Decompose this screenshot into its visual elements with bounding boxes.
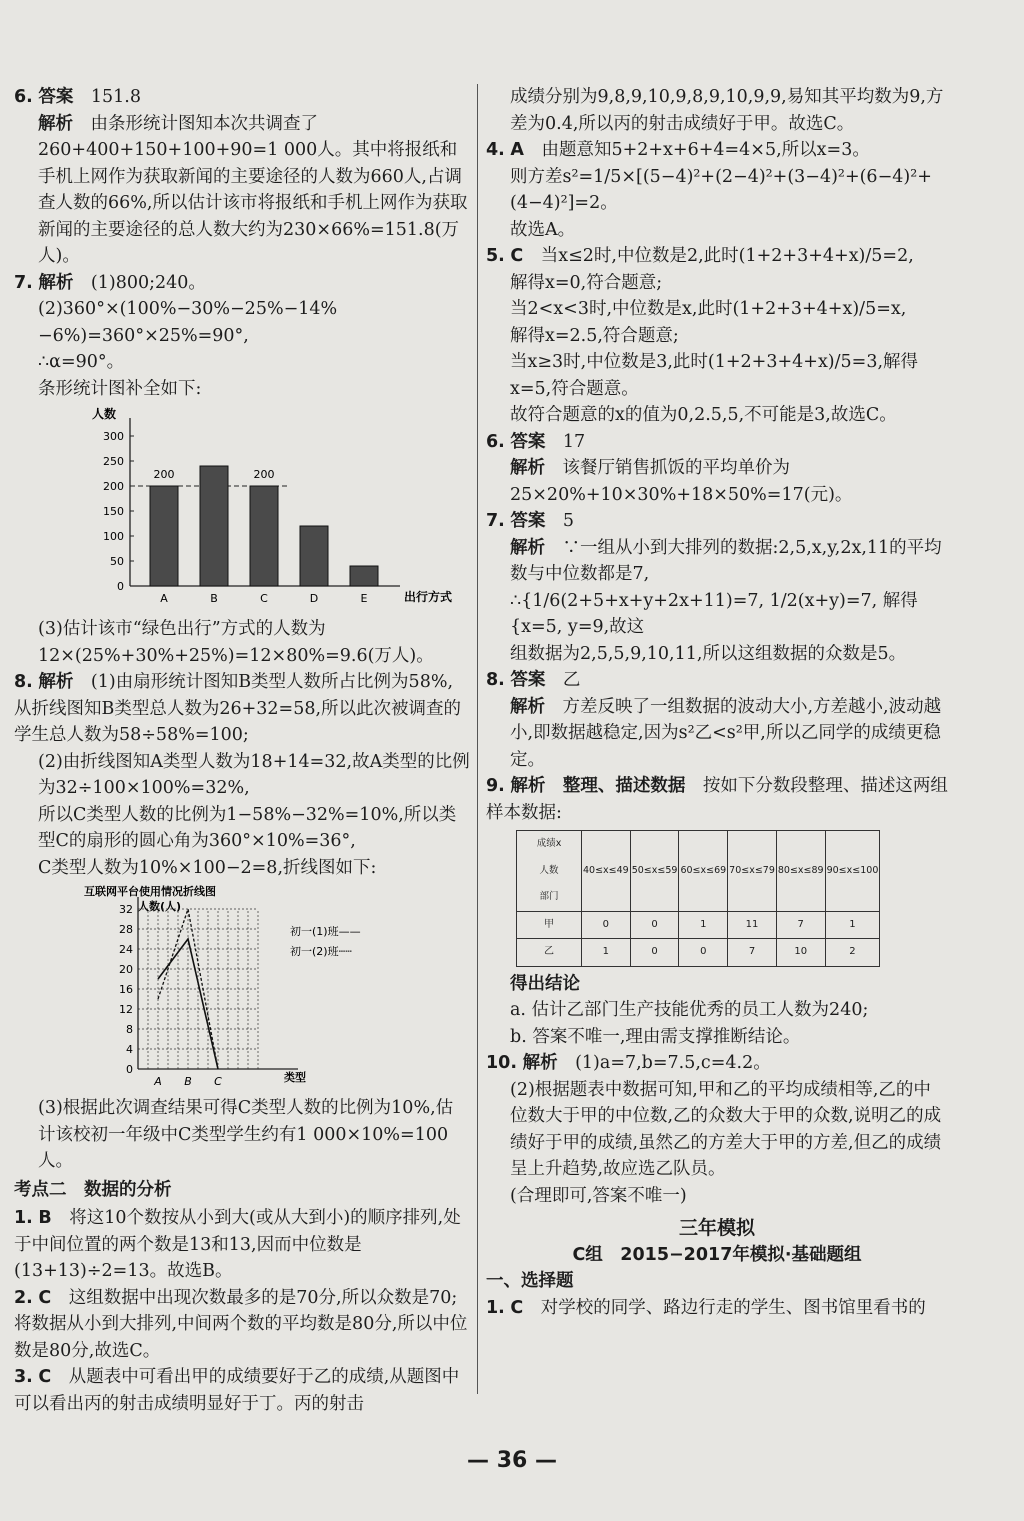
text-line: 故选A。 bbox=[510, 219, 576, 240]
section-heading: 三年模拟 bbox=[678, 1217, 755, 1239]
x-axis-label: 类型 bbox=[284, 1071, 306, 1084]
y-tick-label: 16 bbox=[119, 983, 133, 996]
table-cell: 10 bbox=[776, 939, 825, 967]
row-header: 乙 bbox=[517, 939, 582, 967]
text-line: C类型人数为10%×100−2=8,折线图如下: bbox=[38, 857, 377, 878]
table-cell: 1 bbox=[825, 911, 880, 939]
q-number: 2. bbox=[14, 1287, 33, 1308]
y-tick-label: 100 bbox=[103, 530, 124, 543]
y-tick-label: 50 bbox=[110, 555, 124, 568]
q-number: 4. bbox=[486, 140, 505, 160]
answer-label: 答案 bbox=[510, 511, 546, 531]
table-cell: 7 bbox=[728, 939, 777, 967]
y-axis-label: 人数(人) bbox=[138, 900, 182, 913]
question-1 bbox=[14, 1205, 470, 1285]
column-header: 40≤x≤49 bbox=[582, 831, 631, 912]
bar bbox=[300, 526, 328, 586]
bar bbox=[150, 486, 178, 586]
column-divider bbox=[477, 84, 478, 1394]
score-table bbox=[516, 830, 880, 967]
answer-value: 5 bbox=[562, 511, 575, 531]
y-tick-label: 12 bbox=[119, 1003, 133, 1016]
column-header: 80≤x≤89 bbox=[776, 831, 825, 912]
analysis-label: 解析 bbox=[510, 776, 546, 796]
question-5 bbox=[486, 243, 948, 429]
answer-choice: C bbox=[38, 1367, 52, 1387]
column-header: 90≤x≤100 bbox=[825, 831, 880, 912]
equation-system: ∴{1/6(2+5+x+y+2x+11)=7, 1/2(x+y)=7, 解得{x=5, y=9,故这 bbox=[510, 590, 918, 637]
q-number: 8. bbox=[486, 670, 505, 690]
analysis-label: 解析 bbox=[522, 1053, 558, 1073]
y-tick-label: 150 bbox=[103, 505, 124, 518]
legend-entry: 初一(1)班—— bbox=[290, 925, 361, 938]
analysis-label: 解析 bbox=[510, 458, 545, 478]
left-column bbox=[14, 84, 470, 1417]
y-tick-label: 20 bbox=[119, 963, 133, 976]
text-line: 组数据为2,5,5,9,10,11,所以这组数据的众数是5。 bbox=[510, 643, 907, 664]
table-row bbox=[517, 939, 880, 967]
text-line: (2)360°×(100%−30%−25%−14%−6%)=360°×25%=90°, bbox=[38, 299, 338, 346]
chart-title: 互联网平台使用情况折线图 bbox=[84, 885, 216, 898]
table-cell: 2 bbox=[825, 939, 880, 967]
x-tick-label: A bbox=[160, 592, 168, 605]
y-tick-label: 8 bbox=[126, 1023, 133, 1036]
x-tick-label: B bbox=[210, 592, 218, 605]
text-line: (1)由扇形统计图知B类型人数所占比例为58%,从折线图知B类型总人数为26+32=58,所以此次被调查的学生总人数为58÷58%=100; bbox=[14, 672, 462, 745]
text-line: 当x≥3时,中位数是3,此时(1+2+3+4+x)/5=3,解得x=5,符合题意。 bbox=[510, 352, 919, 399]
question-9 bbox=[486, 773, 948, 1050]
question-2 bbox=[14, 1285, 470, 1365]
question-4 bbox=[486, 137, 948, 243]
x-tick-label: C bbox=[214, 1075, 222, 1088]
table-cell: 0 bbox=[582, 911, 631, 939]
text-line: 故符合题意的x的值为0,2.5,5,不可能是3,故选C。 bbox=[510, 405, 897, 425]
text-line: 解得x=2.5,符合题意; bbox=[510, 325, 679, 346]
text-line: 所以C类型人数的比例为1−58%−32%=10%,所以类型C的扇形的圆心角为360°×10%=36°, bbox=[38, 804, 457, 851]
analysis-text: 从题表中可看出甲的成绩要好于乙的成绩,从题图中可以看出丙的射击成绩明显好于丁。丙的射击 bbox=[14, 1367, 460, 1414]
analysis-label: 解析 bbox=[38, 113, 73, 134]
q-number: 5. bbox=[486, 246, 505, 266]
answer-value: 17 bbox=[562, 431, 586, 452]
text-line: 当2<x<3时,中位数是x,此时(1+2+3+4+x)/5=x, bbox=[510, 299, 907, 319]
x-tick-label: B bbox=[184, 1075, 192, 1088]
q-number: 3. bbox=[14, 1367, 33, 1387]
text-line: (1)800;240。 bbox=[90, 272, 206, 293]
y-tick-label: 250 bbox=[103, 455, 124, 468]
q-number: 1. bbox=[486, 1297, 505, 1318]
q-number: 1. bbox=[14, 1208, 33, 1228]
y-tick-label: 28 bbox=[119, 923, 133, 936]
q-number: 7. bbox=[486, 511, 505, 531]
question-6-right bbox=[486, 429, 948, 509]
text-line: 当x≤2时,中位数是2,此时(1+2+3+4+x)/5=2, bbox=[540, 246, 914, 266]
data-label: 200 bbox=[253, 468, 275, 481]
q-number: 6. bbox=[14, 87, 33, 107]
text-line: (1)a=7,b=7.5,c=4.2。 bbox=[575, 1053, 771, 1073]
analysis-label: 解析 bbox=[510, 537, 545, 558]
table-header-row bbox=[517, 831, 880, 912]
analysis-label: 解析 bbox=[510, 696, 545, 717]
table-row bbox=[517, 911, 880, 939]
text-line: (合理即可,答案不唯一) bbox=[510, 1185, 687, 1206]
data-label: 200 bbox=[153, 468, 175, 481]
question-6 bbox=[14, 84, 470, 270]
y-tick-label: 4 bbox=[126, 1043, 133, 1056]
text-line: a. 估计乙部门生产技能优秀的员工人数为240; bbox=[510, 1000, 869, 1020]
table-cell: 1 bbox=[582, 939, 631, 967]
text-line: 按如下分数段整理、描述这两组样本数据: bbox=[486, 776, 948, 823]
q-number: 6. bbox=[486, 431, 505, 452]
part-title: 一、选择题 bbox=[486, 1271, 574, 1291]
y-tick-label: 24 bbox=[119, 943, 133, 956]
answer-label: 答案 bbox=[510, 670, 546, 690]
x-tick-label: A bbox=[154, 1075, 162, 1088]
answer-label: 答案 bbox=[38, 87, 74, 107]
q-number: 9. bbox=[486, 776, 505, 796]
q-number: 7. bbox=[14, 272, 33, 293]
text-line: (2)由折线图知A类型人数为18+14=32,故A类型的比例为32÷100×100%=32%, bbox=[38, 751, 470, 798]
analysis-text: 由条形统计图知本次共调查了260+400+150+100+90=1 000人。其中将报纸和手机上网作为获取新闻的主要途径的人数为660人,占调查人数的66%,所以估计该市将报纸和手机上网作为获取新闻的主要途径的总人数大约为230×66%=151.8(万人)。 bbox=[38, 113, 468, 266]
x-tick-label: E bbox=[360, 592, 368, 605]
table-cell: 0 bbox=[679, 939, 728, 967]
y-tick-label: 200 bbox=[103, 480, 124, 493]
text-line: (2)根据题表中数据可知,甲和乙的平均成绩相等,乙的中位数大于甲的中位数,乙的众数大于甲的众数,说明乙的成绩好于甲的成绩,虽然乙的方差大于甲的方差,但乙的成绩呈上升趋势,故应选乙队员。 bbox=[510, 1079, 942, 1179]
answer-choice: C bbox=[38, 1287, 52, 1308]
text-line: 则方差s²=1/5×[(5−4)²+(2−4)²+(3−4)²+(6−4)²+(4−4)²]=2。 bbox=[510, 166, 932, 213]
q-number: 10. bbox=[486, 1053, 518, 1073]
table-cell: 1 bbox=[679, 911, 728, 939]
text-line: ∴α=90°。 bbox=[38, 352, 125, 372]
y-tick-label: 32 bbox=[119, 903, 133, 916]
page-number: — 36 — bbox=[467, 1448, 557, 1473]
row-header: 甲 bbox=[517, 911, 582, 939]
table-cell: 11 bbox=[728, 911, 777, 939]
legend-entry: 初一(2)班┄┄ bbox=[290, 945, 352, 958]
x-axis-label: 出行方式 bbox=[404, 590, 453, 604]
text-line: ∵一组从小到大排列的数据:2,5,x,y,2x,11的平均数与中位数都是7, bbox=[510, 537, 942, 584]
answer-choice: C bbox=[510, 246, 524, 266]
question-7-right bbox=[486, 508, 948, 667]
analysis-text: 这组数据中出现次数最多的是70分,所以众数是70;将数据从小到大排列,中间两个数的平均数是80分,所以中位数是80分,故选C。 bbox=[14, 1287, 468, 1361]
corner-label: 成绩x bbox=[536, 838, 562, 849]
analysis-text: 方差反映了一组数据的波动大小,方差越小,波动越小,即数据越稳定,因为s²乙<s²甲,所以乙同学的成绩更稳定。 bbox=[510, 696, 942, 770]
answer-choice: B bbox=[38, 1208, 52, 1228]
table-corner bbox=[517, 831, 582, 912]
answer-value: 乙 bbox=[562, 670, 581, 690]
analysis-label: 解析 bbox=[38, 672, 74, 692]
answer-choice: A bbox=[510, 140, 524, 160]
x-tick-label: D bbox=[309, 592, 319, 605]
text-line: 由题意知5+2+x+6+4=4×5,所以x=3。 bbox=[541, 140, 870, 160]
table-cell: 0 bbox=[630, 939, 679, 967]
text-line: b. 答案不唯一,理由需支撑推断结论。 bbox=[510, 1026, 801, 1047]
continued-text: 成绩分别为9,8,9,10,9,8,9,10,9,9,易知其平均数为9,方差为0.4,所以丙的射击成绩好于甲。故选C。 bbox=[510, 87, 944, 134]
analysis-text: 将这10个数按从小到大(或从大到小)的顺序排列,处于中间位置的两个数是13和13,因而中位数是(13+13)÷2=13。故选B。 bbox=[14, 1208, 461, 1281]
conclusion-title: 得出结论 bbox=[510, 973, 580, 994]
column-header: 50≤x≤59 bbox=[630, 831, 679, 912]
line-chart bbox=[40, 883, 370, 1093]
text-line: 解得x=0,符合题意; bbox=[510, 272, 663, 293]
corner-label: 部门 bbox=[539, 891, 559, 902]
bar-chart bbox=[40, 404, 453, 614]
step-title: 整理、描述数据 bbox=[562, 776, 686, 796]
text-line: 条形统计图补全如下: bbox=[38, 378, 202, 399]
column-header: 60≤x≤69 bbox=[679, 831, 728, 912]
bar bbox=[250, 486, 278, 586]
bar bbox=[200, 466, 228, 586]
table-cell: 0 bbox=[630, 911, 679, 939]
analysis-label: 解析 bbox=[38, 272, 74, 293]
y-tick-label: 0 bbox=[117, 580, 124, 593]
text-line: (3)根据此次调查结果可得C类型人数的比例为10%,估计该校初一年级中C类型学生约有1 000×10%=100人。 bbox=[38, 1098, 454, 1171]
question-7 bbox=[14, 270, 470, 670]
question-c1 bbox=[486, 1295, 948, 1322]
section-title: 考点二 数据的分析 bbox=[14, 1179, 172, 1200]
right-column bbox=[486, 84, 948, 1321]
analysis-text: 对学校的同学、路边行走的学生、图书馆里看书的 bbox=[540, 1297, 926, 1318]
answer-choice: C bbox=[510, 1297, 524, 1318]
question-10 bbox=[486, 1050, 948, 1209]
question-3 bbox=[14, 1364, 470, 1417]
column-header: 70≤x≤79 bbox=[728, 831, 777, 912]
y-axis-label: 人数 bbox=[92, 407, 117, 421]
bar bbox=[350, 566, 378, 586]
answer-value: 151.8 bbox=[90, 87, 142, 107]
answer-label: 答案 bbox=[510, 431, 546, 452]
section-subheading: C组 2015−2017年模拟·基础题组 bbox=[572, 1244, 862, 1265]
corner-label: 人数 bbox=[539, 864, 559, 876]
table-cell: 7 bbox=[776, 911, 825, 939]
question-8-right bbox=[486, 667, 948, 773]
y-tick-label: 0 bbox=[126, 1063, 133, 1076]
question-8 bbox=[14, 669, 470, 1175]
analysis-text: 该餐厅销售抓饭的平均单价为25×20%+10×30%+18×50%=17(元)。 bbox=[510, 458, 853, 505]
q-number: 8. bbox=[14, 672, 33, 692]
x-tick-label: C bbox=[260, 592, 268, 605]
y-tick-label: 300 bbox=[103, 430, 124, 443]
text-line: (3)估计该市“绿色出行”方式的人数为12×(25%+30%+25%)=12×80%=9.6(万人)。 bbox=[38, 619, 434, 666]
